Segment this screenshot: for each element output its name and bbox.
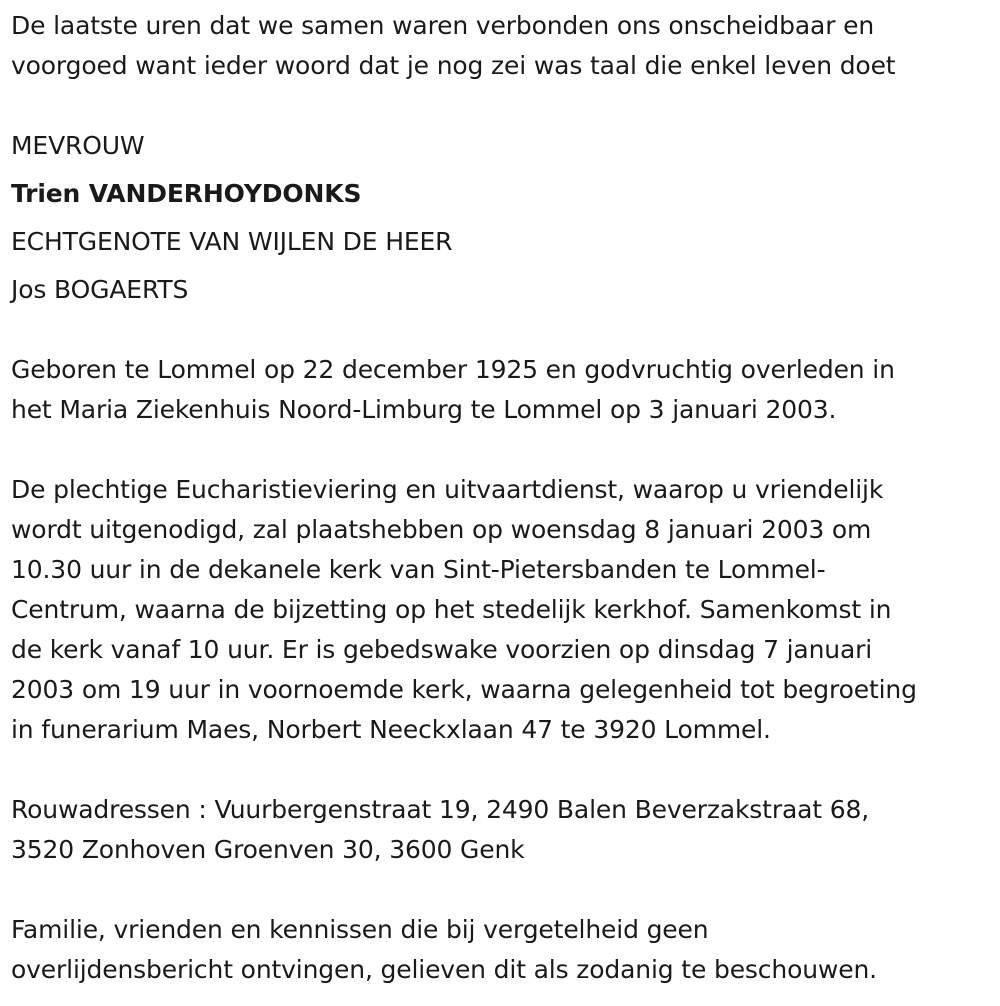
funeral-line: 2003 om 19 uur in voornoemde kerk, waarna gelegenheid tot begroeting [11,675,917,704]
person-relation: ECHTGENOTE VAN WIJLEN DE HEER [11,227,453,256]
funeral-line: wordt uitgenodigd, zal plaatshebben op woensdag 8 januari 2003 om [11,515,872,544]
birth-death-line: het Maria Ziekenhuis Noord-Limburg te Lommel op 3 januari 2003. [11,395,837,424]
funeral-line: 10.30 uur in de dekanele kerk van Sint-Pietersbanden te Lommel- [11,555,826,584]
intro-line: voorgoed want ieder woord dat je nog zei was taal die enkel leven doet [11,51,896,80]
person-name: Trien VANDERHOYDONKS [11,179,362,208]
funeral-line: De plechtige Eucharistieviering en uitvaartdienst, waarop u vriendelijk [11,475,884,504]
person-title: MEVROUW [11,131,145,160]
address-line: 3520 Zonhoven Groenven 30, 3600 Genk [11,835,525,864]
funeral-line: de kerk vanaf 10 uur. Er is gebedswake voorzien op dinsdag 7 januari [11,635,873,664]
closing-line: Familie, vrienden en kennissen die bij vergetelheid geen [11,915,709,944]
birth-death-line: Geboren te Lommel op 22 december 1925 en godvruchtig overleden in [11,355,895,384]
address-line: Rouwadressen : Vuurbergenstraat 19, 2490 Balen Beverzakstraat 68, [11,795,870,824]
funeral-line: Centrum, waarna de bijzetting op het stedelijk kerkhof. Samenkomst in [11,595,892,624]
funeral-line: in funerarium Maes, Norbert Neeckxlaan 47 te 3920 Lommel. [11,715,771,744]
closing-line: overlijdensbericht ontvingen, gelieven dit als zodanig te beschouwen. [11,955,877,984]
spouse-name: Jos BOGAERTS [11,275,189,304]
intro-line: De laatste uren dat we samen waren verbonden ons onscheidbaar en [11,11,875,40]
